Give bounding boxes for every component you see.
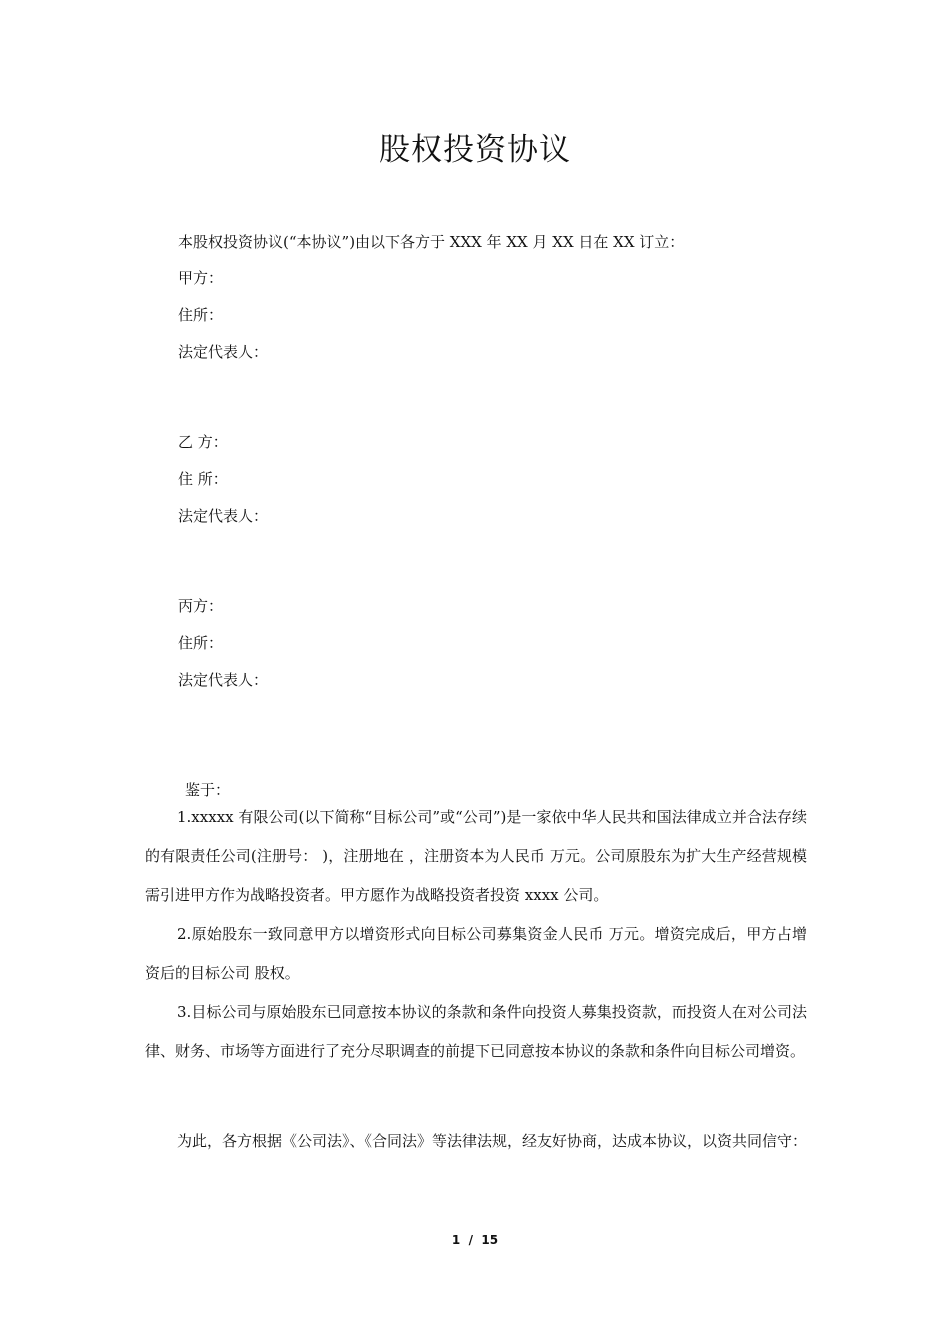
closing-paragraph: 为此，各方根据《公司法》、《合同法》等法律法规，经友好协商，达成本协议，以资共同信守：: [177, 1132, 808, 1150]
party-b-name-label: 乙 方：: [178, 433, 228, 451]
intro-line: 本股权投资协议(“本协议”)由以下各方于 XXX 年 XX 月 XX 日在 XX 订立：: [178, 233, 685, 251]
clause-1: 1.xxxxx 有限公司(以下简称“目标公司”或“公司”)是一家依中华人民共和国法律成立并合法存续的有限责任公司(注册号： )，注册地在 ，注册资本为人民币 万元。公司原股东为扩大生产经营规模需引进甲方作为战略投资者。甲方愿作为战略投资者投资 xxxx 公司。: [145, 808, 807, 904]
party-a-address-label: 住所：: [178, 306, 224, 324]
party-a-name-label: 甲方：: [178, 269, 224, 287]
party-c-address-label: 住所：: [178, 634, 224, 652]
party-b-address-label: 住 所：: [178, 470, 228, 488]
party-b-rep-label: 法定代表人：: [178, 507, 269, 525]
party-a-rep-label: 法定代表人：: [178, 343, 269, 361]
party-c-rep-label: 法定代表人：: [178, 671, 269, 689]
clause-2: 2.原始股东一致同意甲方以增资形式向目标公司募集资金人民币 万元。增资完成后，甲方占增资后的目标公司 股权。: [145, 925, 807, 982]
document-title: 股权投资协议: [379, 132, 571, 168]
page-number: 1 / 15: [451, 1233, 499, 1247]
whereas-label: 鉴于：: [185, 781, 231, 799]
clause-3: 3.目标公司与原始股东已同意按本协议的条款和条件向投资人募集投资款，而投资人在对公司法律、财务、市场等方面进行了充分尽职调查的前提下已同意按本协议的条款和条件向目标公司增资。: [145, 1003, 807, 1060]
party-c-name-label: 丙方：: [178, 597, 224, 615]
